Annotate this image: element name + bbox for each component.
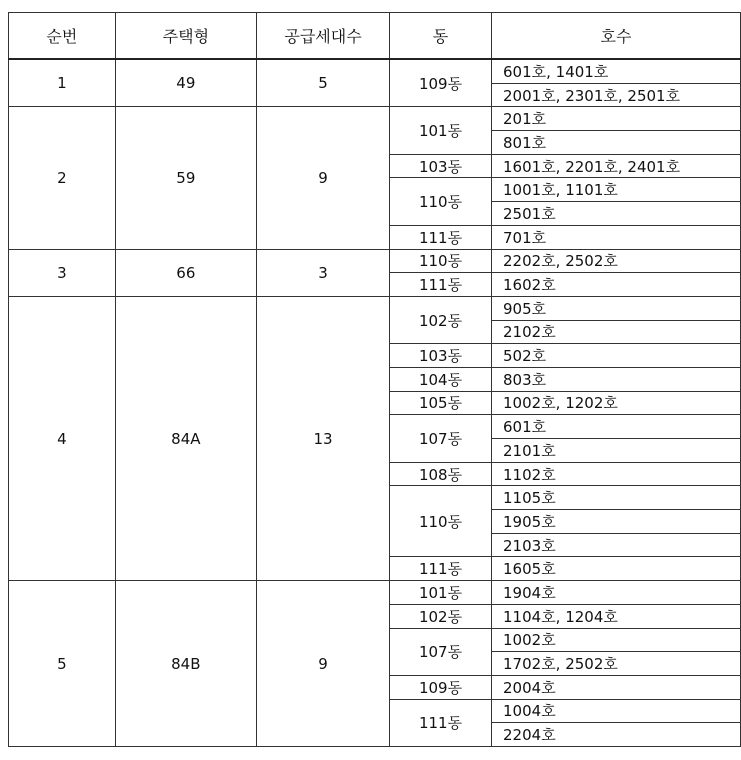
unit-cell: 2101호	[492, 439, 741, 463]
unit-cell: 1002호, 1202호	[492, 391, 741, 415]
unit-cell: 801호	[492, 131, 741, 155]
table-row	[9, 296, 741, 320]
table-row	[9, 581, 741, 605]
dong-cell: 102동	[390, 604, 492, 628]
supply-table	[8, 12, 741, 747]
group-type-cell: 66	[115, 249, 256, 296]
header-no: 순번	[9, 13, 116, 60]
unit-cell: 1104호, 1204호	[492, 604, 741, 628]
dong-cell: 108동	[390, 462, 492, 486]
dong-cell: 111동	[390, 225, 492, 249]
dong-cell: 109동	[390, 675, 492, 699]
dong-cell: 109동	[390, 59, 492, 107]
dong-cell: 101동	[390, 581, 492, 605]
dong-cell: 110동	[390, 178, 492, 225]
group-type-cell: 84A	[115, 296, 256, 580]
unit-cell: 1004호	[492, 699, 741, 723]
header-dong: 동	[390, 13, 492, 60]
header-count: 공급세대수	[257, 13, 390, 60]
table-clip	[8, 12, 741, 756]
group-no-cell: 4	[9, 296, 116, 580]
unit-cell: 1102호	[492, 462, 741, 486]
header-units: 호수	[492, 13, 741, 60]
group-type-cell: 59	[115, 107, 256, 249]
unit-cell: 2004호	[492, 675, 741, 699]
group-no-cell: 2	[9, 107, 116, 249]
header-row	[9, 13, 741, 60]
unit-cell: 1605호	[492, 557, 741, 581]
table-row	[9, 59, 741, 83]
unit-cell: 1601호, 2201호, 2401호	[492, 154, 741, 178]
unit-cell: 502호	[492, 344, 741, 368]
dong-cell: 111동	[390, 273, 492, 297]
group-count-cell: 5	[257, 59, 390, 107]
group-count-cell: 3	[257, 249, 390, 296]
unit-cell: 601호	[492, 415, 741, 439]
group-type-cell: 84B	[115, 581, 256, 747]
group-type-cell: 49	[115, 59, 256, 107]
dong-cell: 110동	[390, 249, 492, 273]
unit-cell: 2103호	[492, 533, 741, 557]
unit-cell: 2501호	[492, 202, 741, 226]
unit-cell: 201호	[492, 107, 741, 131]
dong-cell: 111동	[390, 699, 492, 746]
group-no-cell: 3	[9, 249, 116, 296]
unit-cell: 803호	[492, 367, 741, 391]
unit-cell: 701호	[492, 225, 741, 249]
unit-cell: 1002호	[492, 628, 741, 652]
group-count-cell: 9	[257, 107, 390, 249]
group-no-cell: 1	[9, 59, 116, 107]
group-no-cell: 5	[9, 581, 116, 747]
group-count-cell: 13	[257, 296, 390, 580]
unit-cell: 905호	[492, 296, 741, 320]
unit-cell: 2204호	[492, 723, 741, 747]
dong-cell: 105동	[390, 391, 492, 415]
group-count-cell: 9	[257, 581, 390, 747]
header-type: 주택형	[115, 13, 256, 60]
dong-cell: 103동	[390, 154, 492, 178]
unit-cell: 1105호	[492, 486, 741, 510]
dong-cell: 102동	[390, 296, 492, 343]
dong-cell: 104동	[390, 367, 492, 391]
table-body	[9, 59, 741, 746]
unit-cell: 1905호	[492, 510, 741, 534]
dong-cell: 103동	[390, 344, 492, 368]
unit-cell: 1602호	[492, 273, 741, 297]
unit-cell: 2202호, 2502호	[492, 249, 741, 273]
unit-cell: 601호, 1401호	[492, 59, 741, 83]
table-row	[9, 107, 741, 131]
table-row	[9, 249, 741, 273]
dong-cell: 107동	[390, 415, 492, 462]
unit-cell: 2102호	[492, 320, 741, 344]
unit-cell: 1904호	[492, 581, 741, 605]
unit-cell: 2001호, 2301호, 2501호	[492, 83, 741, 107]
unit-cell: 1001호, 1101호	[492, 178, 741, 202]
dong-cell: 101동	[390, 107, 492, 154]
dong-cell: 110동	[390, 486, 492, 557]
dong-cell: 111동	[390, 557, 492, 581]
unit-cell: 1702호, 2502호	[492, 652, 741, 676]
cut-off-footnote	[20, 753, 620, 760]
dong-cell: 107동	[390, 628, 492, 675]
